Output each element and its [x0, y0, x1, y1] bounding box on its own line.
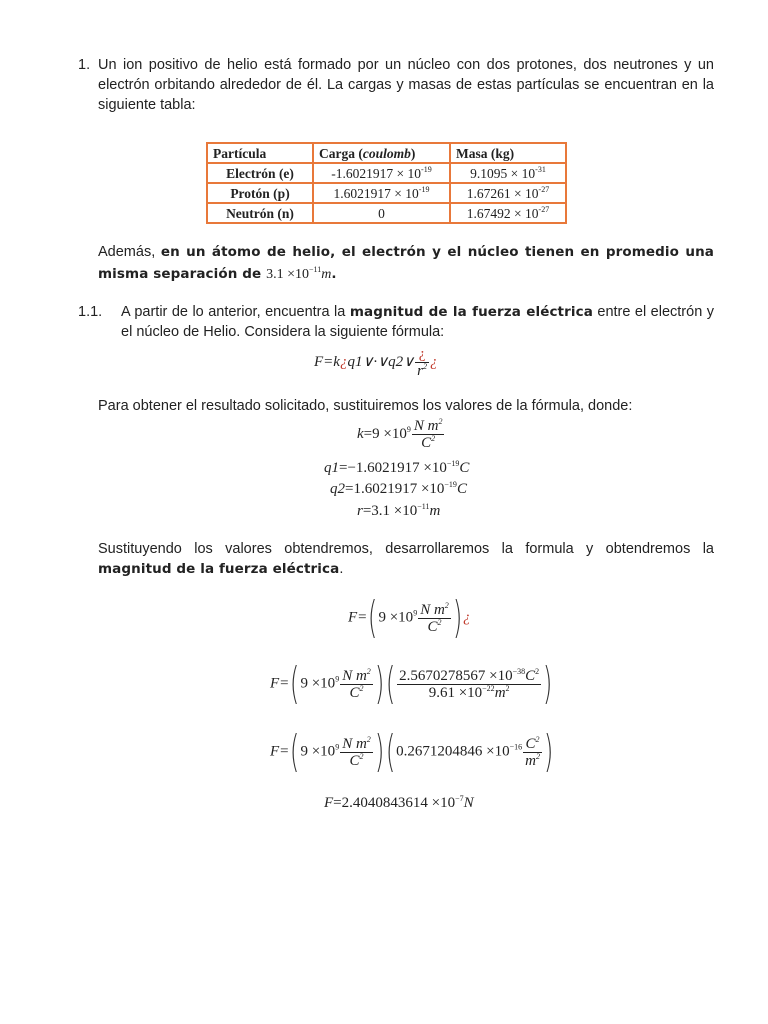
list-number-1: 1.: [78, 57, 91, 73]
header-mass: Masa (kg): [450, 143, 566, 163]
header-particle: Partícula: [207, 143, 313, 163]
question-paragraph: A partir de lo anterior, encuentra la magnitud de la fuerza eléctrica entre el electrón y el núcleo de Helio. Considera la siguiente fórmula:: [121, 304, 714, 340]
particle-mass: $1.67261 \times 10^{-27}$: [450, 183, 566, 203]
separation-paragraph: Además, en un átomo de helio, el electrón y el núcleo tienen en promedio una misma separación de $3.1 \times 10^{-11}m$.: [98, 244, 715, 282]
particle-mass: $9.1095 \times 10^{-31}$: [450, 163, 566, 183]
particle-mass: $1.67492 \times 10^{-27}$: [450, 203, 566, 223]
equation-step-2: $F=(9 \times 10^9$ $\frac{N m^2}{C^2}$ )( $\frac{2.5670278567 \times 10^{-38}C^2}{9.61 \times 10^{-22}m^2}$ ): [270, 658, 553, 709]
table-header-row: [207, 143, 566, 163]
table-row: [207, 183, 566, 203]
development-paragraph: Sustituyendo los valores obtendremos, desarrollaremos la formula y obtendremos la magnitud de la fuerza eléctrica.: [98, 541, 714, 577]
k-value: $k=9 \times 10^9$ $\frac{N m^2}{C^2}$: [357, 417, 443, 451]
coulomb-formula: F=k¿q1∨·∨q2∨ $\frac{¿}{r^2}$ ¿: [314, 346, 438, 379]
r-value: $r=3.1 \times 10^{-11}m$: [357, 502, 441, 519]
substitution-intro: Para obtener el resultado solicitado, sustituiremos los valores de la fórmula, donde:: [98, 398, 633, 414]
particle-charge: 0: [313, 203, 450, 223]
particle-name: Electrón (e): [207, 163, 313, 183]
intro-paragraph: Un ion positivo de helio está formado por un núcleo con dos protones, dos neutrones y un electrón orbitando alrededor de él. La cargas y masas de estas partículas se encuentran en la siguiente tabla:: [98, 57, 714, 113]
particle-charge: $1.6021917 \times 10^{-19}$: [313, 183, 450, 203]
list-number-1-1: 1.1.: [78, 304, 103, 320]
header-charge: Carga (coulomb): [313, 143, 450, 163]
particle-table: [206, 142, 567, 224]
equation-step-3: $F=(9 \times 10^9$ $\frac{N m^2}{C^2}$ )($0.2671204846 \times 10^{-16}$ $\frac{C^2}{m^2}$ ): [270, 726, 554, 777]
equation-step-1: $F=(9 \times 10^9$ $\frac{N m^2}{C^2}$ )¿: [348, 592, 471, 643]
particle-charge: $-1.6021917 \times 10^{-19}$: [313, 163, 450, 183]
table-row: [207, 203, 566, 223]
q2-value: $q2=1.6021917 \times 10^{-19}C$: [330, 480, 467, 497]
table-row: [207, 163, 566, 183]
q1-value: $q1=-1.6021917 \times 10^{-19}C$: [324, 459, 470, 476]
final-result: $F=2.4040843614 \times 10^{-7}N$: [324, 794, 474, 811]
particle-name: Protón (p): [207, 183, 313, 203]
particle-name: Neutrón (n): [207, 203, 313, 223]
